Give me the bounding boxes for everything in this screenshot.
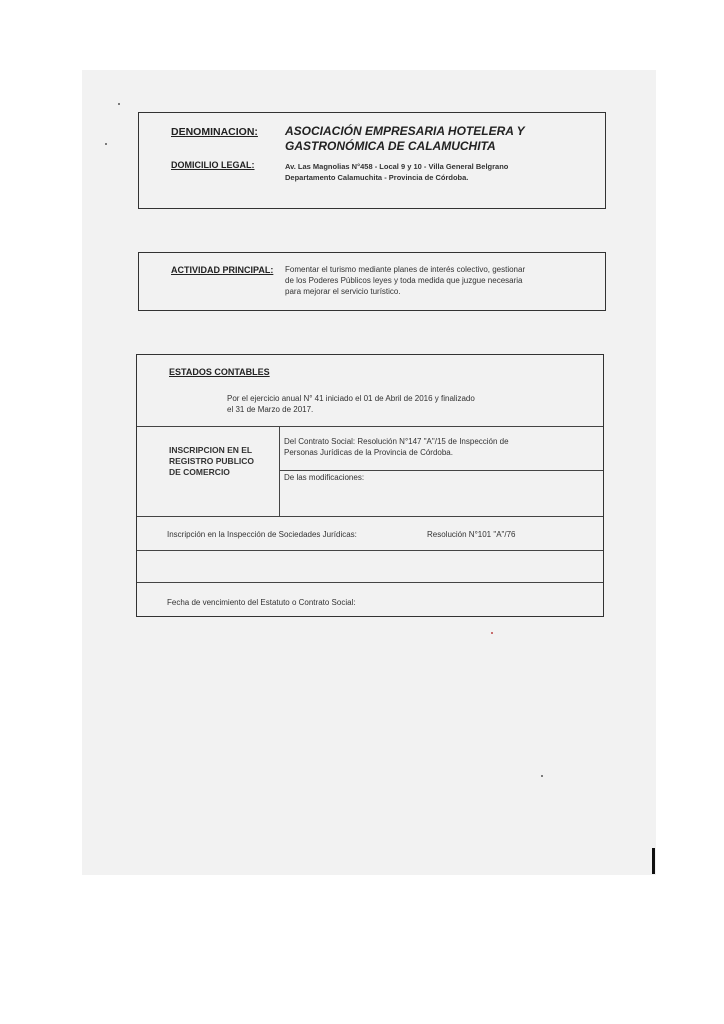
table-rule [279,426,280,516]
financial-box [136,354,604,617]
contrato-line: Del Contrato Social: Resolución N°147 "A"/15 de Inspección de [284,437,509,446]
ejercicio-value [227,393,475,415]
actividad-value [285,264,525,297]
scan-edge-mark [652,848,655,874]
table-rule [137,550,603,551]
table-rule [279,470,603,471]
inscripcion-label [169,445,254,478]
estados-label: ESTADOS CONTABLES [169,367,270,377]
domicilio-label: DOMICILIO LEGAL: [171,160,255,170]
inscripcion-line: DE COMERCIO [169,467,230,477]
domicilio-line: Av. Las Magnolias N°458 - Local 9 y 10 - Villa General Belgrano [285,162,509,171]
actividad-line: de los Poderes Públicos leyes y toda medida que juzgue necesaria [285,276,523,285]
actividad-line: Fomentar el turismo mediante planes de interés colectivo, gestionar [285,265,526,274]
actividad-line: para mejorar el servicio turístico. [285,287,401,296]
denominacion-line: GASTRONÓMICA DE CALAMUCHITA [285,139,496,153]
denominacion-line: ASOCIACIÓN EMPRESARIA HOTELERA Y [285,124,525,138]
modificaciones-value: De las modificaciones: [284,473,365,482]
scan-speck [105,143,107,145]
table-rule [137,426,603,427]
resolucion-value: Resolución N°101 "A"/76 [427,530,516,539]
contrato-line: Personas Jurídicas de la Provincia de Córdoba. [284,448,453,457]
scan-speck [541,775,543,777]
actividad-label: ACTIVIDAD PRINCIPAL: [171,265,274,275]
scan-speck [118,103,120,105]
table-rule [137,582,603,583]
identity-box [138,112,606,209]
ejercicio-line: el 31 de Marzo de 2017. [227,405,314,414]
activity-box [138,252,606,311]
domicilio-line: Departamento Calamuchita - Provincia de Córdoba. [285,173,469,182]
domicilio-value [285,161,508,183]
ejercicio-line: Por el ejercicio anual N° 41 iniciado el 01 de Abril de 2016 y finalizado [227,394,475,403]
denominacion-label: DENOMINACION: [171,126,258,138]
contrato-value [284,436,509,458]
inspeccion-label: Inscripción en la Inspección de Sociedades Jurídicas: [167,530,357,539]
vencimiento-label: Fecha de vencimiento del Estatuto o Contrato Social: [167,598,356,607]
table-rule [137,516,603,517]
inscripcion-line: INSCRIPCION EN EL [169,445,253,455]
denominacion-value [285,124,525,154]
scan-speck [491,632,493,634]
inscripcion-line: REGISTRO PUBLICO [169,456,255,466]
